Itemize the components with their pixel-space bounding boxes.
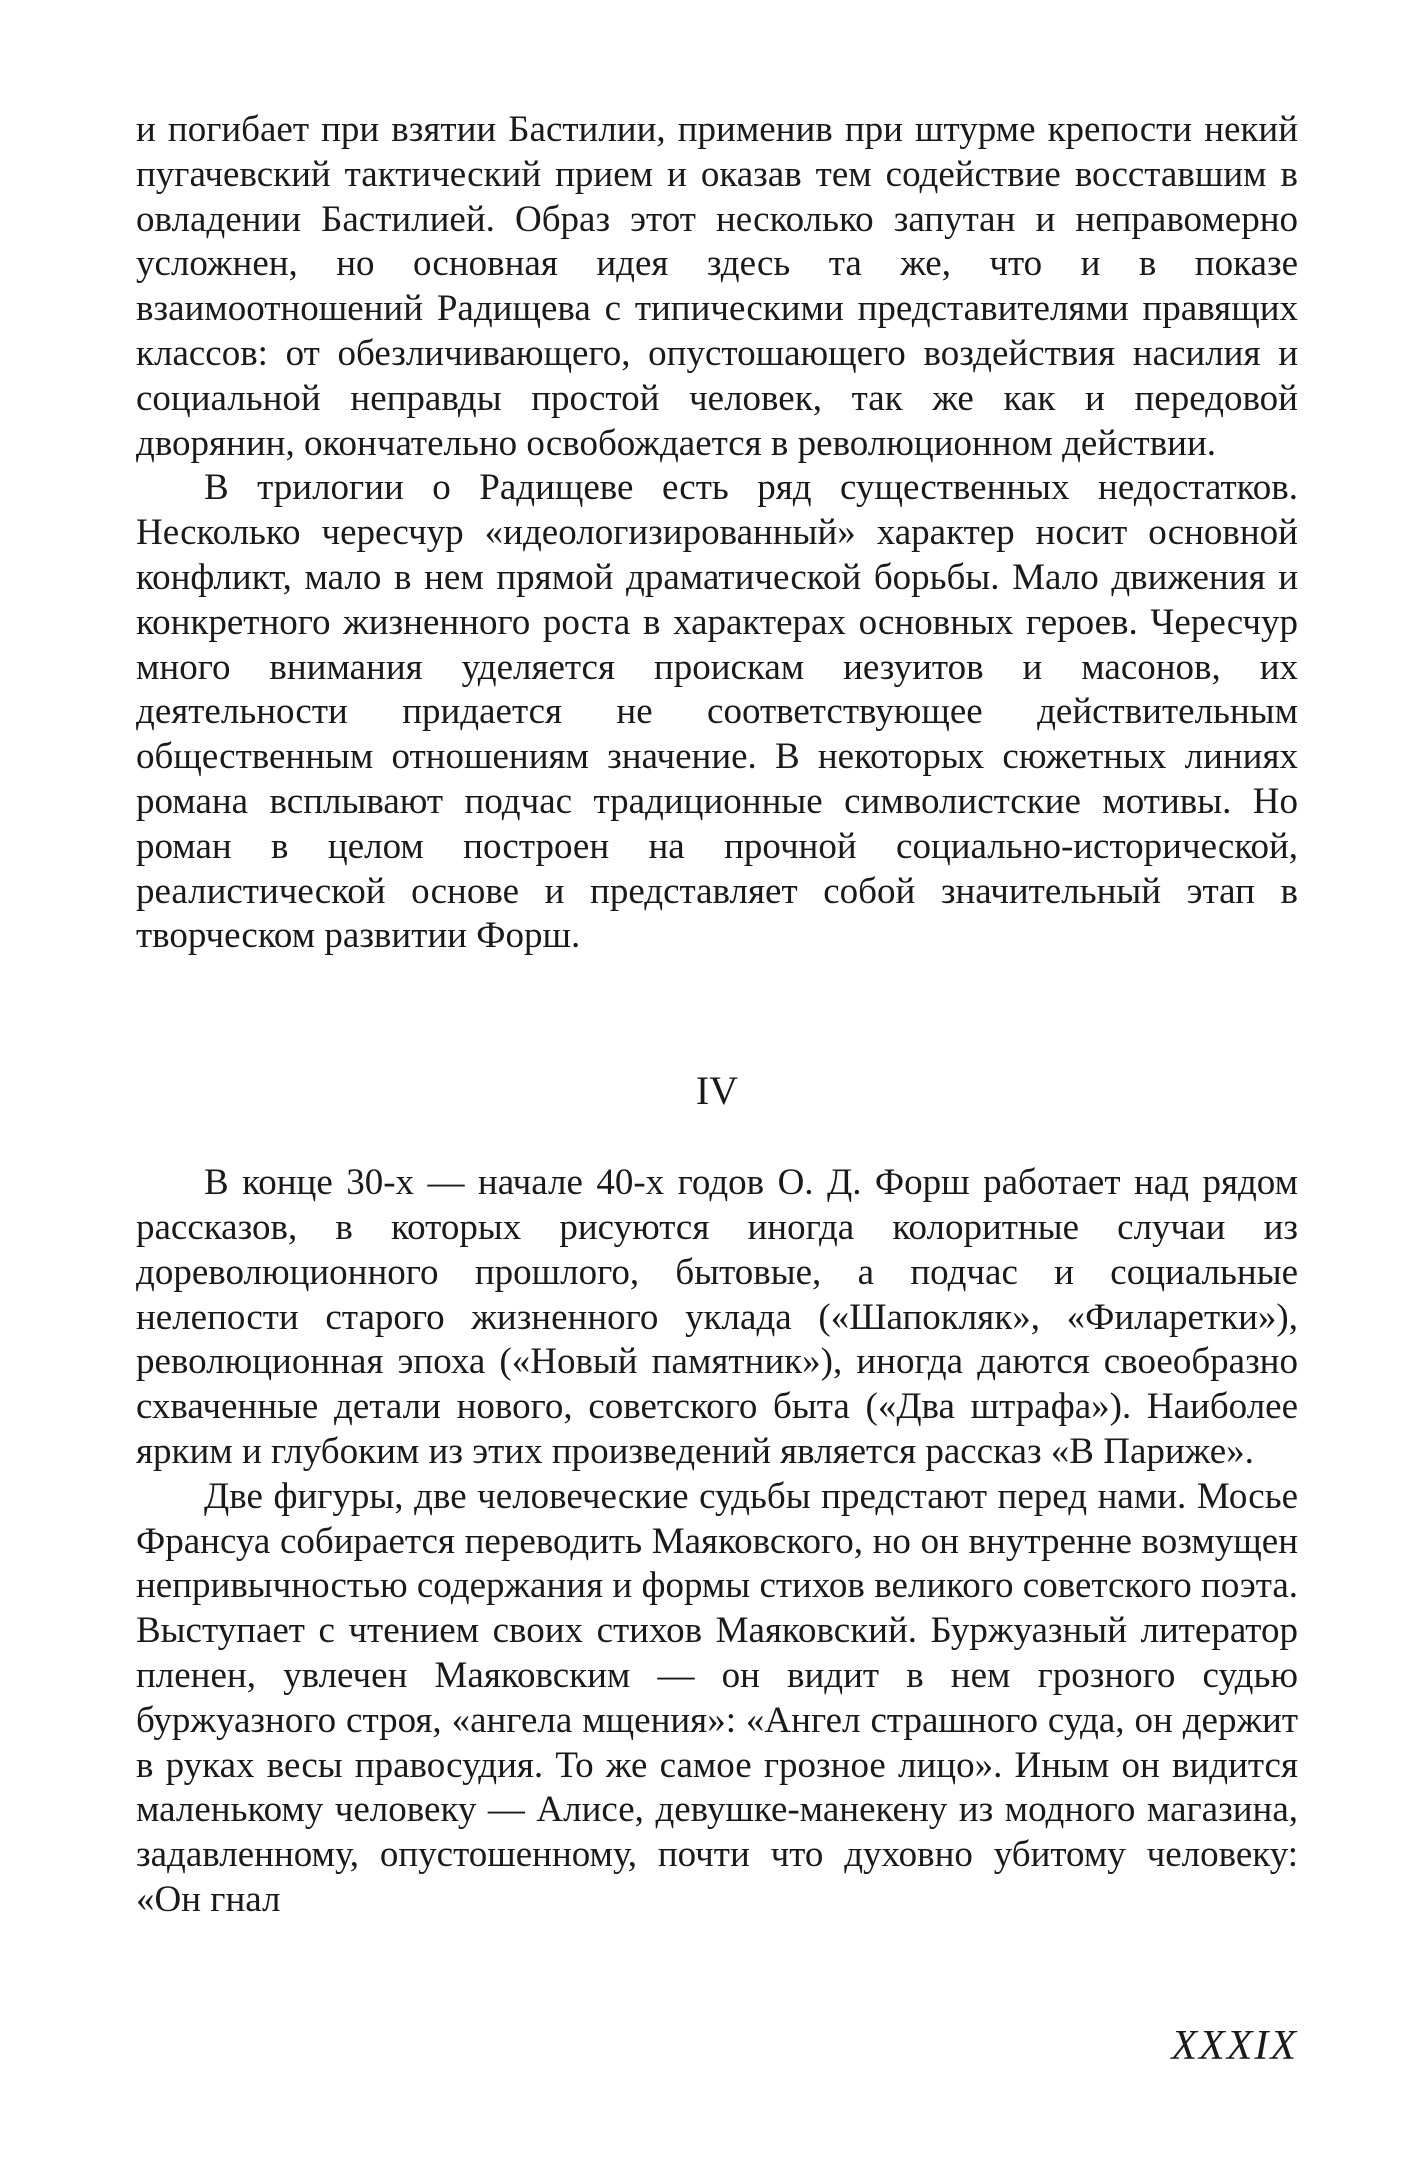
paragraph-stories-overview: В конце 30-х — начале 40-х годов О. Д. Форш работает над рядом рассказов, в которых рисуются иногда колоритные случаи из дореволюционного прошлого, бытовые, а подчас и социальные нелепости старого жизненного уклада («Шапокляк», «Филаретки»), революционная эпоха («Новый памятник»), иногда даются своеобразно схваченные детали нового, советского быта («Два штрафа»). Наиболее ярким и глубоким из этих произведений является рассказ «В Париже». bbox=[136, 1162, 1298, 1472]
page-number: XXXIX bbox=[1171, 2023, 1298, 2069]
paragraph-radishchev-continuation: и погибает при взятии Бастилии, применив при штурме крепости некий пугачевский тактический прием и оказав тем содействие восставшим в овладении Бастилией. Образ этот несколько запутан и неправомерно усложнен, но основная идея здесь та же, что и в показе взаимоотношений Радищева с типическими представителями правящих классов: от обезличивающего, опустошающего воздействия насилия и социальной неправды простой человек, так же как и передовой дворянин, окончательно освобождается в революционном действии. bbox=[136, 109, 1298, 464]
page-content bbox=[136, 108, 1298, 1923]
paragraph-trilogy-shortcomings: В трилогии о Радищеве есть ряд существенных недостатков. Несколько чересчур «идеологизированный» характер носит основной конфликт, мало в нем прямой драматической борьбы. Мало движения и конкретного жизненного роста в характерах основных героев. Чересчур много внимания уделяется проискам иезуитов и масонов, их деятельности придается не соответствующее действительным общественным отношениям значение. В некоторых сюжетных линиях романа всплывают подчас традиционные символистские мотивы. Но роман в целом построен на прочной социально-исторической, реалистической основе и представляет собой значительный этап в творческом развитии Форш. bbox=[136, 467, 1298, 957]
section-heading: IV bbox=[695, 1068, 739, 1114]
paragraph-in-paris: Две фигуры, две человеческие судьбы предстают перед нами. Мосье Франсуа собирается переводить Маяковского, но он внутренне возмущен непривычностью содержания и формы стихов великого советского поэта. Выступает с чтением своих стихов Маяковский. Буржуазный литератор пленен, увлечен Маяковским — он видит в нем грозного судью буржуазного строя, «ангела мщения»: «Ангел страшного суда, он держит в руках весы правосудия. То же самое грозное лицо». Иным он видится маленькому человеку — Алисе, девушке-манекену из модного магазина, задавленному, опустошенному, почти что духовно убитому человеку: «Он гнал bbox=[136, 1475, 1298, 1920]
